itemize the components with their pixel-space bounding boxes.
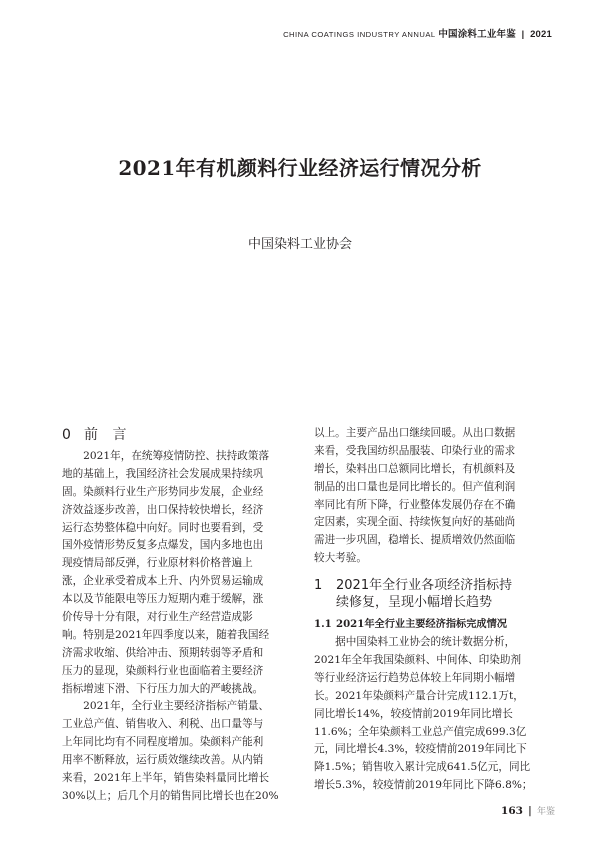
text-line: 来看，受我国纺织品服装、印染行业的需求 <box>314 444 516 457</box>
text-line: 较大考验。 <box>314 552 367 565</box>
text-line: 压力的显现，染颜料行业也面临着主要经济 <box>62 664 264 677</box>
text-line: 运行态势整体稳中向好。同时也要看到，受 <box>62 521 264 534</box>
text-line: 长。2021年染颜料产量合计完成112.1万t， <box>314 689 524 702</box>
text-line: 2021年全年我国染颜料、中间体、印染助剂 <box>314 654 522 667</box>
publication-name-cn: 中国涂料工业年鉴 <box>438 29 516 40</box>
text-line: 济效益逐步改善，出口保持较快增长，经济 <box>62 503 264 516</box>
footer-separator: | <box>528 806 532 817</box>
footer-tag: 年鉴 <box>536 807 555 817</box>
text-line: 响。特别是2021年四季度以来，随着我国经 <box>62 628 270 641</box>
text-line: 制品的出口量也是同比增长的。但产值利润 <box>314 480 516 493</box>
left-column-body <box>62 448 296 806</box>
text-line: 济需求收缩、供给冲击、预期转弱等矛盾和 <box>62 646 264 659</box>
text-line: 11.6%；全年染颜料工业总产值完成699.3亿 <box>314 725 527 738</box>
text-line: 固。染颜料行业生产形势同步发展，企业经 <box>62 485 264 498</box>
text-line: 率同比有所下降，行业整体发展仍存在不确 <box>314 498 516 511</box>
publication-name-en: CHINA COATINGS INDUSTRY ANNUAL <box>283 30 436 39</box>
section-0-title: 前 言 <box>84 427 132 444</box>
header-year: 2021 <box>530 29 552 40</box>
section-1-heading <box>314 577 546 611</box>
text-line: 元，同比增长4.3%，较疫情前2019年同比下 <box>314 743 527 756</box>
text-line: 2021年，全行业主要经济指标产销量、 <box>62 700 270 713</box>
text-line: 价传导十分有限，对行业生产经营造成影 <box>62 611 253 624</box>
right-column-body-2 <box>314 634 546 795</box>
text-line: 增长，染料出口总额同比增长，有机颜料及 <box>314 462 516 475</box>
text-line: 以上。主要产品出口继续回暖。从出口数据 <box>314 427 516 439</box>
text-line: 等行业经济运行趋势总体较上年同期小幅增 <box>314 671 516 684</box>
running-header <box>0 26 552 40</box>
text-line: 降1.5%；销售收入累计完成641.5亿元，同比 <box>314 761 531 774</box>
right-column <box>314 425 546 795</box>
text-line: 国外疫情形势反复多点爆发，国内多地也出 <box>62 539 264 552</box>
section-1-1-title: 2021年全行业主要经济指标完成情况 <box>336 618 507 631</box>
text-line: 30%以上；后几个月的销售同比增长也在20% <box>62 789 279 802</box>
article-title: 2021年有机颜料行业经济运行情况分析 <box>118 156 482 180</box>
text-line: 现疫情局部反弹，行业原材料价格普遍上 <box>62 557 253 570</box>
text-line: 上年同比均有不同程度增加。染颜料产能利 <box>62 736 264 749</box>
text-line: 涨，企业承受着成本上升、内外贸易运输成 <box>62 575 264 588</box>
right-column-body-1 <box>314 425 546 568</box>
text-line: 用率不断释放，运行质效继续改善。从内销 <box>62 754 264 767</box>
text-line: 来看，2021年上半年，销售染料量同比增长 <box>62 772 270 785</box>
section-0-heading <box>62 425 296 447</box>
header-separator: | <box>521 29 525 39</box>
page-footer <box>0 804 555 817</box>
text-line: 定因素，实现全面、持续恢复向好的基础尚 <box>314 516 516 529</box>
text-line: 需进一步巩固，稳增长、提质增效仍然面临 <box>314 534 516 547</box>
text-line: 据中国染料工业协会的统计数据分析， <box>314 636 516 649</box>
section-1-title-line-2: 续修复，呈现小幅增长趋势 <box>336 595 493 611</box>
section-0-number: 0 <box>62 427 71 444</box>
section-1-number: 1 <box>314 578 323 594</box>
section-1-title-line-1: 2021年全行业各项经济指标持 <box>336 578 513 594</box>
article-author: 中国染料工业协会 <box>247 237 352 252</box>
section-1-1-heading <box>314 615 546 633</box>
text-line: 工业总产值、销售收入、利税、出口量等与 <box>62 718 264 731</box>
page-number: 163 <box>501 805 523 817</box>
left-column <box>62 425 296 806</box>
text-line: 指标增速下滑、下行压力加大的严峻挑战。 <box>62 682 264 695</box>
text-line: 同比增长14%，较疫情前2019年同比增长 <box>314 707 513 720</box>
text-line: 地的基础上，我国经济社会发展成果持续巩 <box>62 467 264 480</box>
text-line: 2021年，在统筹疫情防控、扶持政策落 <box>62 450 270 462</box>
text-line: 增长5.3%，较疫情前2019年同比下降6.8%； <box>314 779 533 792</box>
text-line: 本以及节能限电等压力短期内难于缓解，涨 <box>62 593 264 606</box>
section-1-1-number: 1.1 <box>314 618 332 631</box>
